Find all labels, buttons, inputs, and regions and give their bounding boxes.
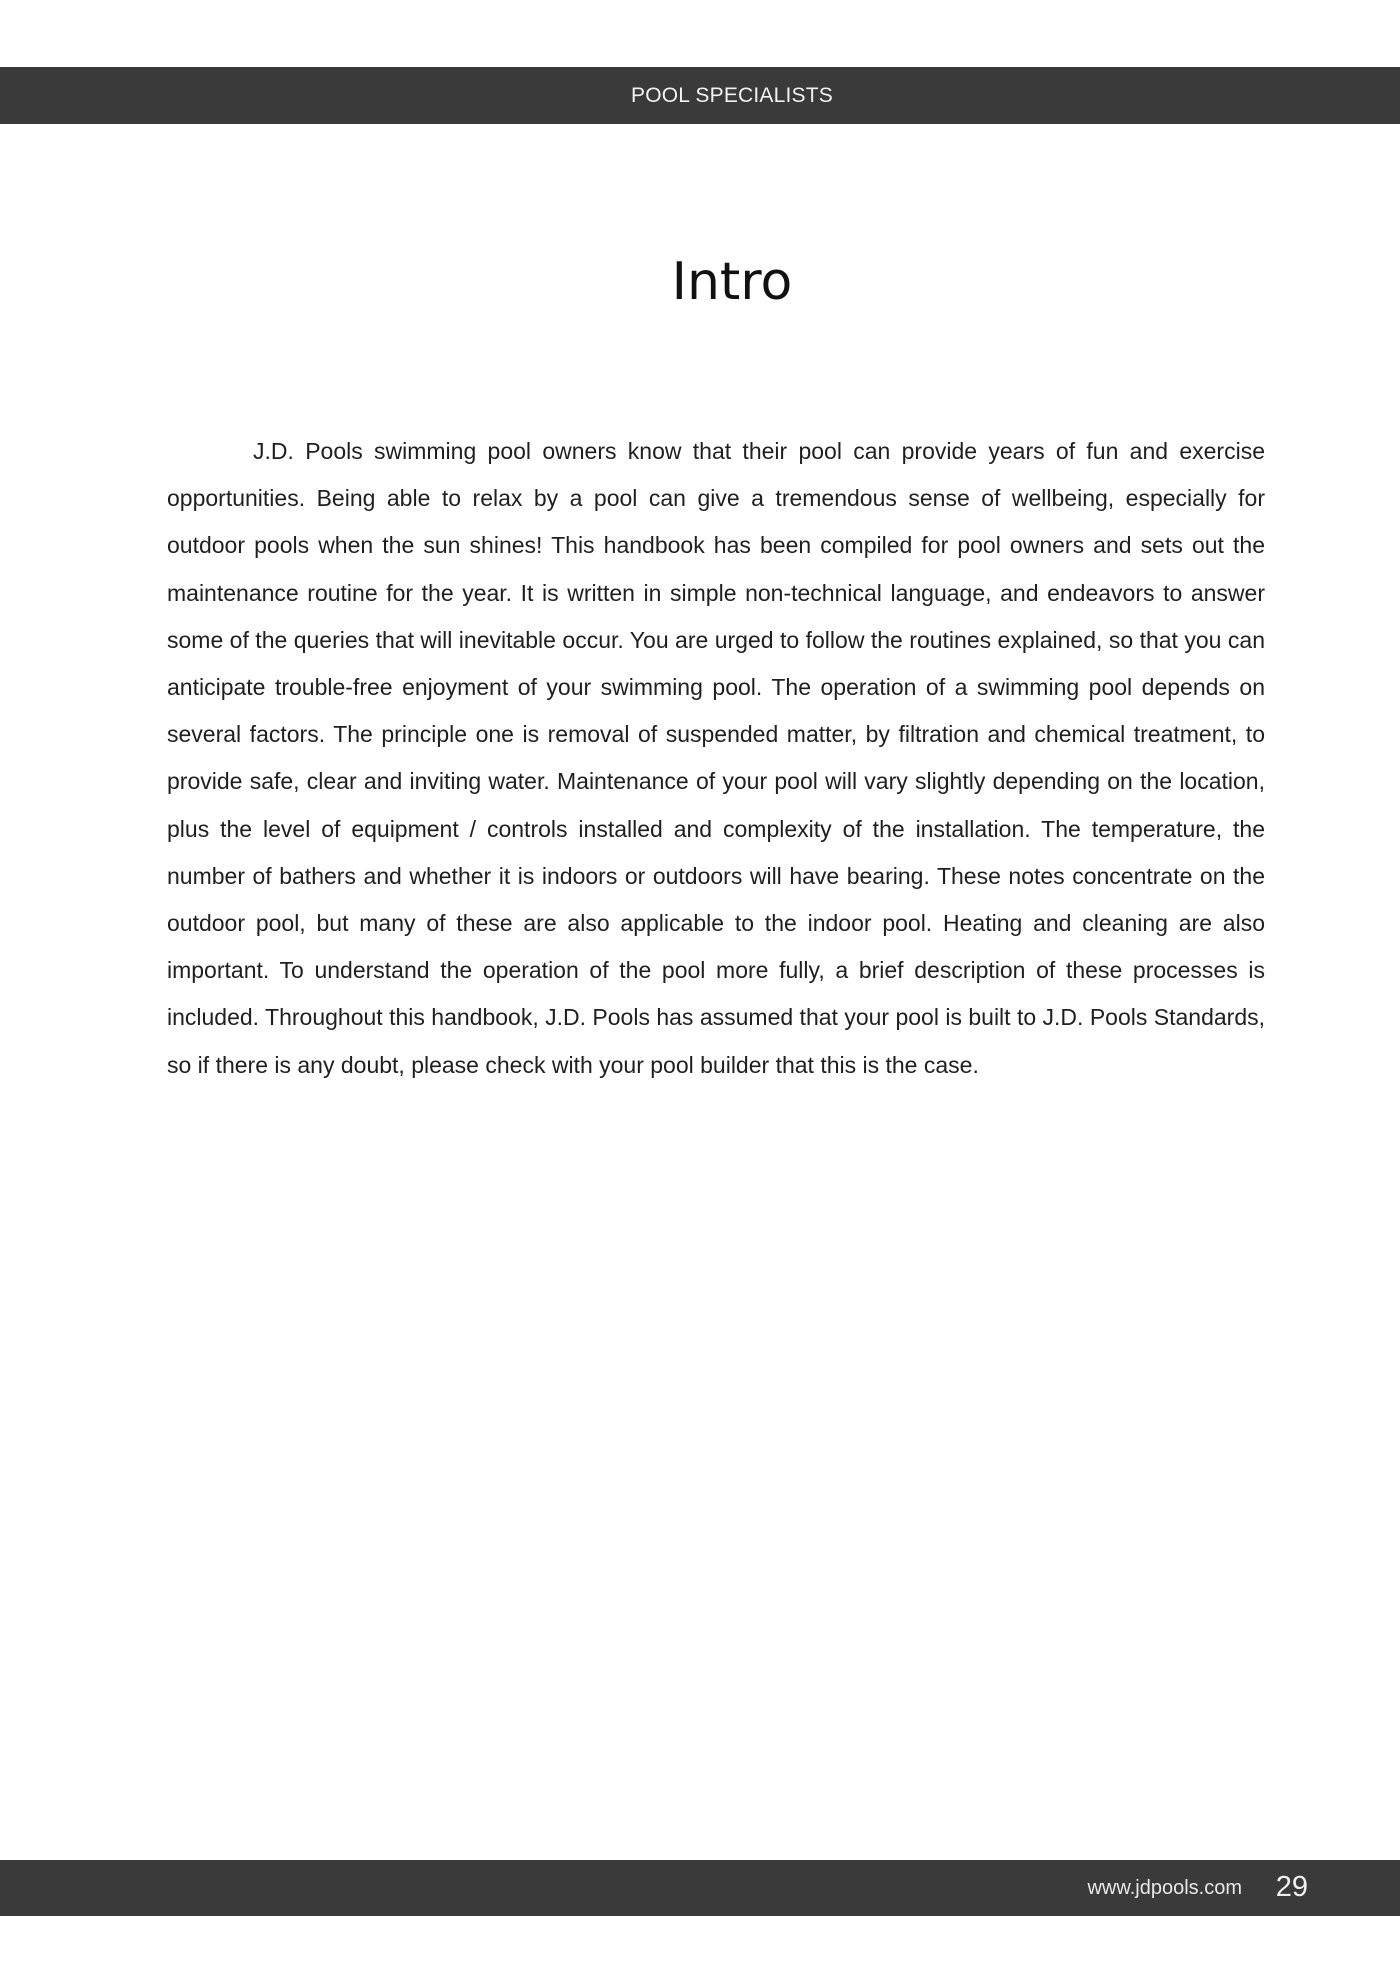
website-link[interactable]: www.jdpools.com [1087,1877,1242,1899]
header-bar [0,67,1400,124]
header-label: POOL SPECIALISTS [631,83,833,107]
page-number: 29 [1275,1871,1308,1903]
footer-bar [0,1860,1400,1916]
page-title: Intro [671,252,793,312]
intro-paragraph: J.D. Pools swimming pool owners know that their pool can provide years of fun and exercise opportunities. Being able to relax by a pool can give a tremendous sense of wellbeing, especially for outdoor pools when the sun shines! This handbook has been compiled for pool owners and sets out the maintenance routine for the year. It is written in simple non-technical language, and endeavors to answer some of the queries that will inevitable occur. You are urged to follow the routines explained, so that you can anticipate trouble-free enjoyment of your swimming pool. The operation of a swimming pool depends on several factors. The principle one is removal of suspended matter, by filtration and chemical treatment, to provide safe, clear and inviting water. Maintenance of your pool will vary slightly depending on the location, plus the level of equipment / controls installed and complexity of the installation. The temperature, the number of bathers and whether it is indoors or outdoors will have bearing. These notes concentrate on the outdoor pool, but many of these are also applicable to the indoor pool. Heating and cleaning are also important. To understand the operation of the pool more fully, a brief description of these processes is included. Throughout this handbook, J.D. Pools has assumed that your pool is built to J.D. Pools Standards, so if there is any doubt, please check with your pool builder that this is the case. [167,438,1265,1078]
